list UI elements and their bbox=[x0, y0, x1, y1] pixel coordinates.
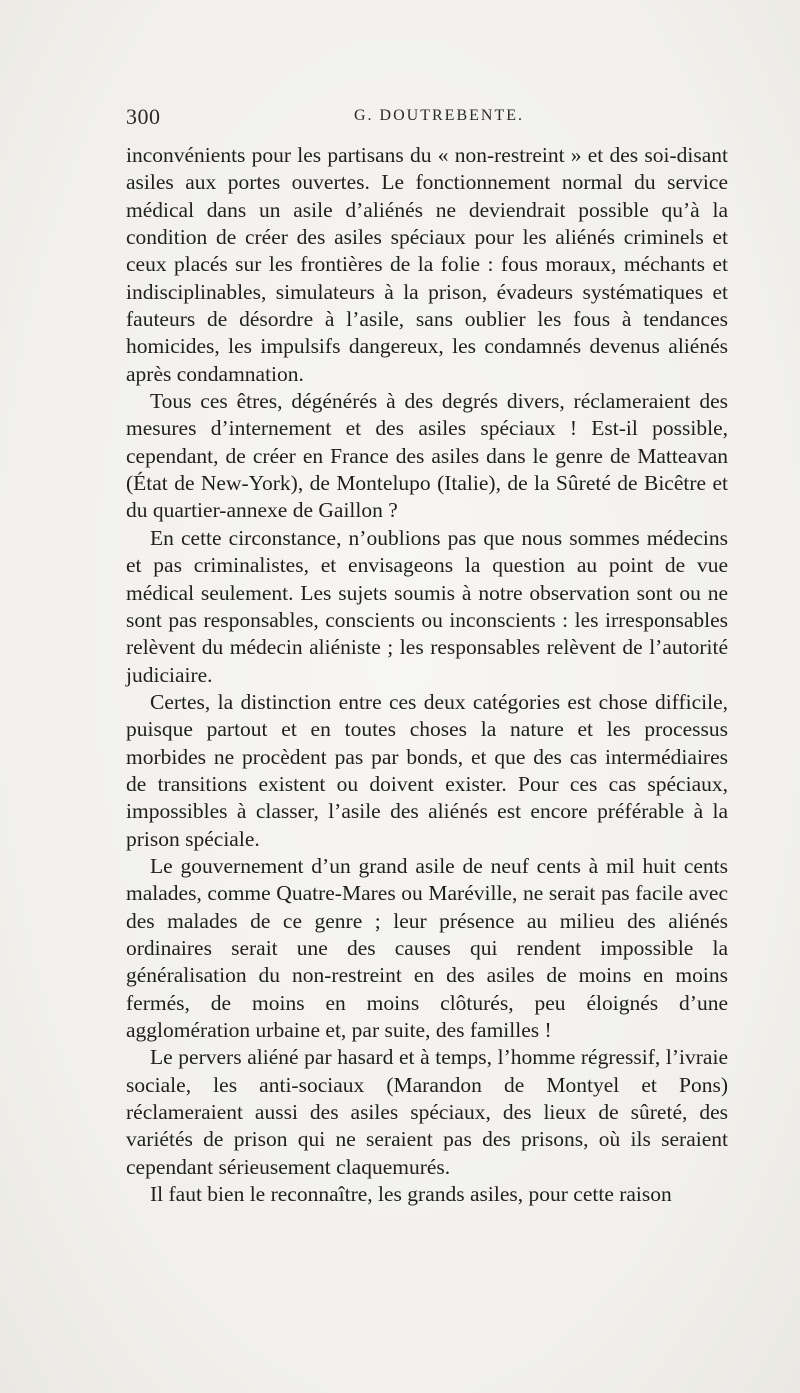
paragraph: Tous ces êtres, dégénérés à des degrés divers, réclameraient des mesures d’internement et des asiles spéciaux ! Est-il possible, cependant, de créer en France des asiles dans le genre de Matteavan (État de New-York), de Montelupo (Italie), de la Sûreté de Bicêtre et du quartier-annexe de Gaillon ? bbox=[126, 389, 728, 523]
running-head-author: G. DOUTREBENTE. bbox=[354, 107, 524, 124]
running-head bbox=[126, 104, 728, 134]
paragraph: Il faut bien le reconnaître, les grands asiles, pour cette raison bbox=[150, 1182, 672, 1207]
body-text bbox=[126, 142, 728, 1208]
paragraph: En cette circonstance, n’oublions pas que nous sommes médecins et pas criminalistes, et envisageons la question au point de vue médical seulement. Les sujets soumis à notre observation sont ou ne sont pas responsables, conscients ou inconscients : les irresponsables relèvent du médecin aliéniste ; les responsables relèvent de l’autorité judiciaire. bbox=[126, 525, 728, 687]
paragraph: Le pervers aliéné par hasard et à temps, l’homme régressif, l’ivraie sociale, les anti-sociaux (Marandon de Montyel et Pons) réclameraient aussi des asiles spéciaux, des lieux de sûreté, des variétés de prison qui ne seraient pas des prisons, où ils seraient cependant sérieusement claquemurés. bbox=[126, 1045, 728, 1179]
paragraph: Le gouvernement d’un grand asile de neuf cents à mil huit cents malades, comme Quatre-Mares ou Maréville, ne serait pas facile avec des malades de ce genre ; leur présence au milieu des aliénés ordinaires serait une des causes qui rendent impossible la généralisation du non-restreint en des asiles de moins en moins fermés, de moins en moins clôturés, peu éloignés d’une agglomération urbaine et, par suite, des familles ! bbox=[126, 853, 728, 1042]
page-number: 300 bbox=[126, 104, 161, 129]
paragraph-continued: inconvénients pour les partisans du « non-restreint » et des soi-disant asiles aux portes ouvertes. Le fonctionnement normal du service médical dans un asile d’aliénés ne deviendrait possible qu’à la condition de créer des asiles spéciaux pour les aliénés criminels et ceux placés sur les frontières de la folie : fous moraux, méchants et indisciplinables, simulateurs à la prison, évadeurs systématiques et fauteurs de désordre à l’asile, sans oublier les fous à tendances homicides, les impulsifs dangereux, les condamnés devenus aliénés après condamnation. bbox=[126, 143, 728, 386]
paragraph: Certes, la distinction entre ces deux catégories est chose difficile, puisque partout et en toutes choses la nature et les processus morbides ne procèdent pas par bonds, et que des cas intermédiaires de transitions existent ou doivent exister. Pour ces cas spéciaux, impossibles à classer, l’asile des aliénés est encore préférable à la prison spéciale. bbox=[126, 689, 728, 851]
